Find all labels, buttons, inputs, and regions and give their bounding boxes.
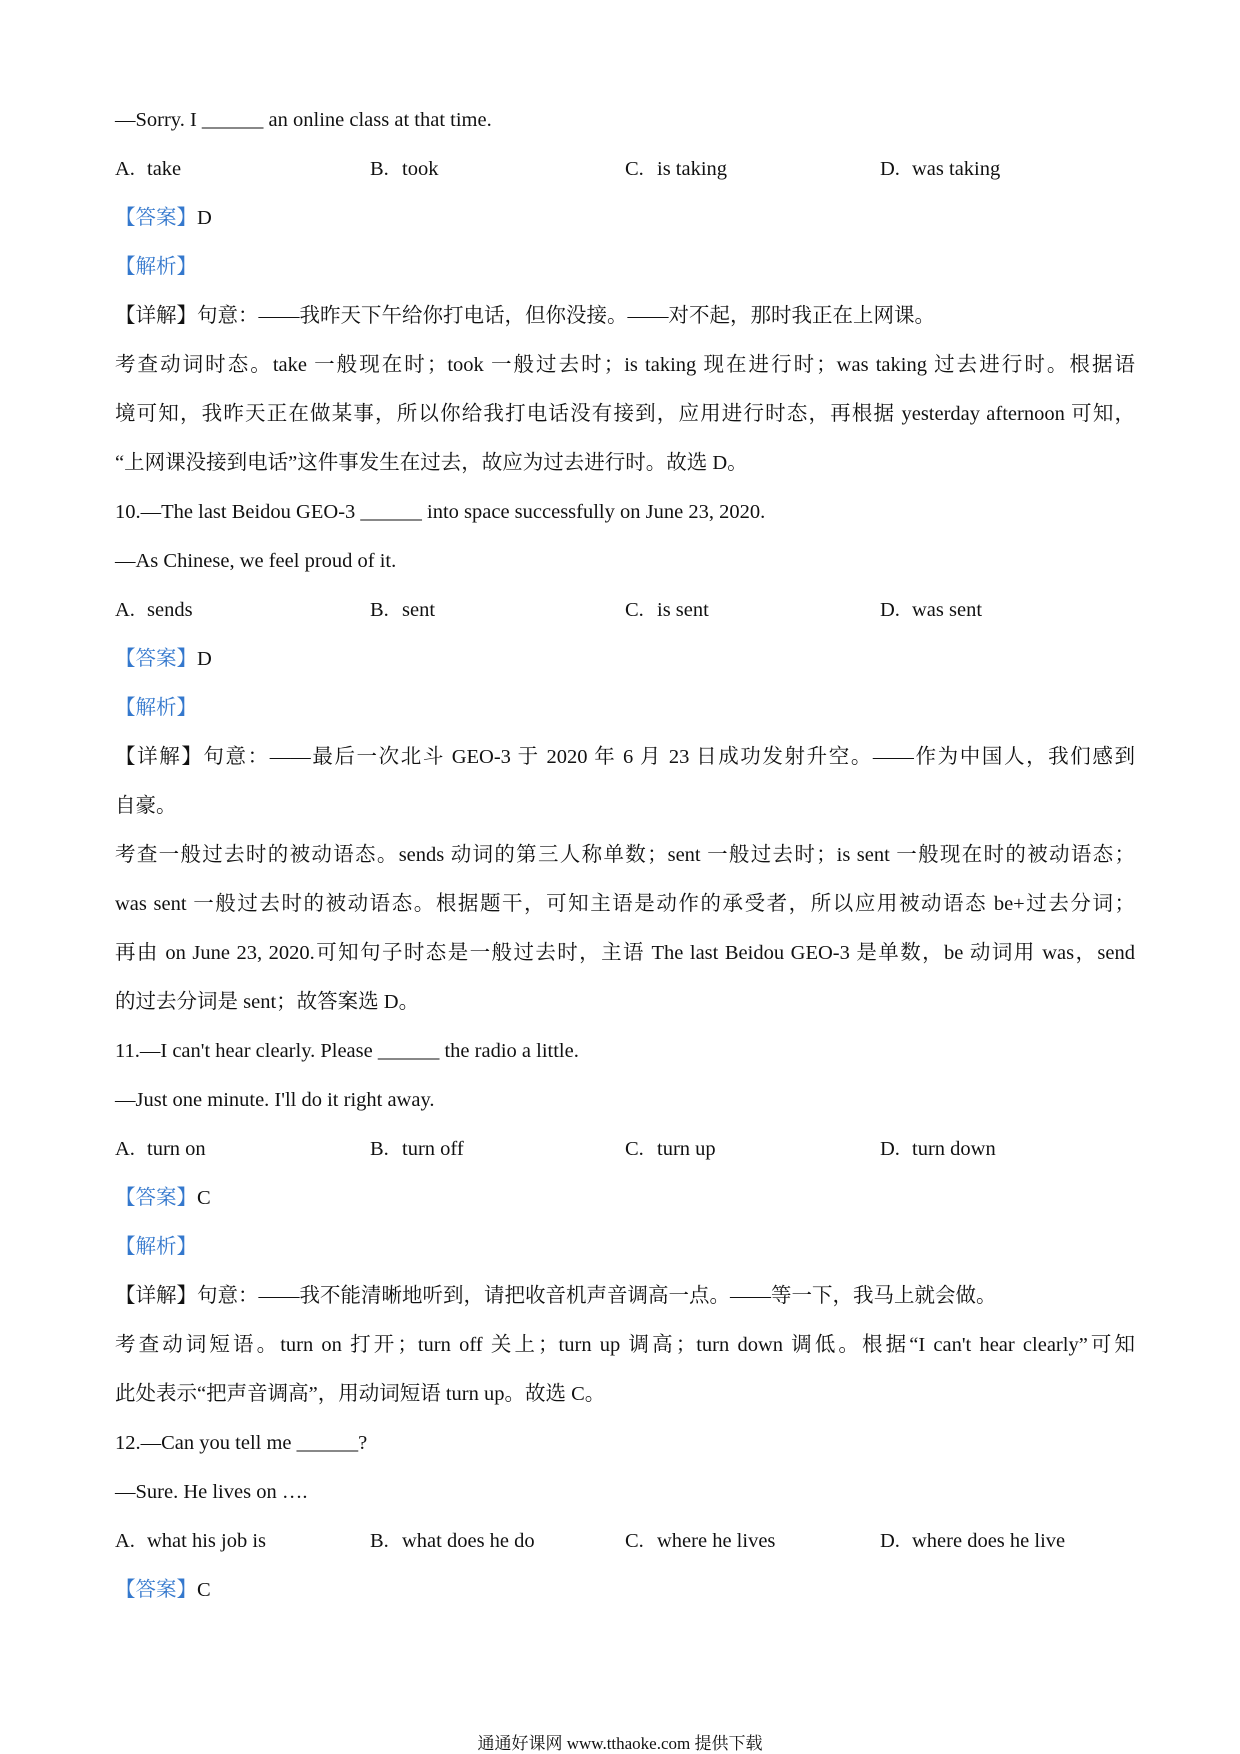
option-text: is taking bbox=[657, 158, 728, 180]
question-stem-line: —Sure. He lives on …. bbox=[115, 1481, 308, 1503]
question-10 bbox=[115, 488, 1135, 1027]
detail-line: 境可知，我昨天正在做某事，所以你给我打电话没有接到，应用进行时态，再根据 yesterday afternoon 可知， bbox=[115, 403, 1135, 425]
options-row bbox=[115, 586, 1135, 635]
answer-value: C bbox=[197, 1579, 211, 1601]
question-stem-line: 12.—Can you tell me ______? bbox=[115, 1432, 368, 1454]
answer-value: D bbox=[197, 648, 212, 670]
option-d bbox=[880, 1125, 1135, 1174]
option-text: take bbox=[147, 158, 182, 180]
question-12 bbox=[115, 1419, 1135, 1615]
option-text: what does he do bbox=[402, 1530, 535, 1552]
detail-text: 句意：——我昨天下午给你打电话，但你没接。——对不起，那时我正在上网课。 bbox=[197, 305, 935, 327]
option-b bbox=[370, 145, 625, 194]
option-b bbox=[370, 1517, 625, 1566]
option-letter: C. bbox=[625, 599, 644, 621]
detail-text: 句意：——最后一次北斗 GEO-3 于 2020 年 6 月 23 日成功发射升空。——作为中国人，我们感到 bbox=[203, 746, 1135, 768]
options-row bbox=[115, 1517, 1135, 1566]
options-row bbox=[115, 145, 1135, 194]
detail-line: was sent 一般过去时的被动语态。根据题干，可知主语是动作的承受者，所以应用被动语态 be+过去分词； bbox=[115, 893, 1135, 915]
question-stem-line: —Just one minute. I'll do it right away. bbox=[115, 1089, 435, 1111]
detail-text: 句意：——我不能清晰地听到，请把收音机声音调高一点。——等一下，我马上就会做。 bbox=[197, 1285, 997, 1307]
answer-line bbox=[115, 635, 1135, 684]
answer-line bbox=[115, 1566, 1135, 1615]
detail-line: “上网课没接到电话”这件事发生在过去，故应为过去进行时。故选 D。 bbox=[115, 452, 748, 474]
analysis-line bbox=[115, 243, 1135, 292]
detail-label: 【详解】 bbox=[115, 746, 204, 768]
option-letter: B. bbox=[370, 1138, 389, 1160]
detail-line bbox=[115, 733, 1135, 782]
detail-label: 【详解】 bbox=[115, 1285, 197, 1307]
page-content bbox=[115, 96, 1135, 1615]
option-b bbox=[370, 586, 625, 635]
analysis-label: 【解析】 bbox=[115, 1236, 197, 1258]
detail-line bbox=[115, 1272, 1135, 1321]
option-a bbox=[115, 1125, 370, 1174]
option-text: is sent bbox=[657, 599, 709, 621]
detail-line: 此处表示“把声音调高”，用动词短语 turn up。故选 C。 bbox=[115, 1383, 606, 1405]
option-text: turn up bbox=[657, 1138, 716, 1160]
question-11 bbox=[115, 1027, 1135, 1419]
answer-value: D bbox=[197, 207, 212, 229]
option-letter: C. bbox=[625, 1138, 644, 1160]
option-d bbox=[880, 586, 1135, 635]
answer-label: 【答案】 bbox=[115, 1579, 197, 1601]
option-text: where he lives bbox=[657, 1530, 776, 1552]
option-letter: C. bbox=[625, 158, 644, 180]
question-stem-line: —As Chinese, we feel proud of it. bbox=[115, 550, 397, 572]
question-stem-line: 11.—I can't hear clearly. Please ______ the radio a little. bbox=[115, 1040, 579, 1062]
analysis-line bbox=[115, 1223, 1135, 1272]
option-letter: A. bbox=[115, 158, 135, 180]
option-d bbox=[880, 145, 1135, 194]
detail-line bbox=[115, 292, 1135, 341]
option-b bbox=[370, 1125, 625, 1174]
analysis-label: 【解析】 bbox=[115, 697, 197, 719]
option-letter: D. bbox=[880, 599, 900, 621]
detail-line: 考查一般过去时的被动语态。sends 动词的第三人称单数；sent 一般过去时；is sent 一般现在时的被动语态； bbox=[115, 844, 1135, 866]
answer-line bbox=[115, 194, 1135, 243]
detail-line: 的过去分词是 sent；故答案选 D。 bbox=[115, 991, 420, 1013]
analysis-line bbox=[115, 684, 1135, 733]
option-c bbox=[625, 586, 880, 635]
option-text: was taking bbox=[912, 158, 1001, 180]
option-text: what his job is bbox=[147, 1530, 267, 1552]
option-text: was sent bbox=[912, 599, 983, 621]
option-letter: B. bbox=[370, 158, 389, 180]
analysis-label: 【解析】 bbox=[115, 256, 197, 278]
option-letter: D. bbox=[880, 1138, 900, 1160]
question-9-continued bbox=[115, 96, 1135, 488]
answer-label: 【答案】 bbox=[115, 648, 197, 670]
option-letter: A. bbox=[115, 1530, 135, 1552]
option-c bbox=[625, 145, 880, 194]
option-d bbox=[880, 1517, 1135, 1566]
answer-value: C bbox=[197, 1187, 211, 1209]
option-a bbox=[115, 145, 370, 194]
options-row bbox=[115, 1125, 1135, 1174]
option-c bbox=[625, 1125, 880, 1174]
option-letter: A. bbox=[115, 599, 135, 621]
option-text: turn down bbox=[912, 1138, 996, 1160]
option-text: took bbox=[402, 158, 439, 180]
answer-label: 【答案】 bbox=[115, 1187, 197, 1209]
option-text: where does he live bbox=[912, 1530, 1066, 1552]
option-letter: A. bbox=[115, 1138, 135, 1160]
option-letter: C. bbox=[625, 1530, 644, 1552]
option-letter: D. bbox=[880, 158, 900, 180]
answer-label: 【答案】 bbox=[115, 207, 197, 229]
question-stem-line: 10.—The last Beidou GEO-3 ______ into space successfully on June 23, 2020. bbox=[115, 501, 766, 523]
answer-line bbox=[115, 1174, 1135, 1223]
footer-text: 通通好课网 www.tthaoke.com 提供下载 bbox=[477, 1734, 763, 1753]
detail-label: 【详解】 bbox=[115, 305, 197, 327]
option-letter: B. bbox=[370, 1530, 389, 1552]
option-letter: B. bbox=[370, 599, 389, 621]
option-text: turn on bbox=[147, 1138, 206, 1160]
question-stem-line: —Sorry. I ______ an online class at that time. bbox=[115, 109, 492, 131]
option-text: sent bbox=[402, 599, 436, 621]
option-text: turn off bbox=[402, 1138, 464, 1160]
option-a bbox=[115, 586, 370, 635]
detail-line: 自豪。 bbox=[115, 795, 177, 817]
option-text: sends bbox=[147, 599, 193, 621]
detail-line: 考查动词时态。take 一般现在时；took 一般过去时；is taking 现在进行时；was taking 过去进行时。根据语 bbox=[115, 354, 1135, 376]
option-c bbox=[625, 1517, 880, 1566]
option-a bbox=[115, 1517, 370, 1566]
option-letter: D. bbox=[880, 1530, 900, 1552]
detail-line: 考查动词短语。turn on 打开；turn off 关上；turn up 调高；turn down 调低。根据“I can't hear clearly”可知 bbox=[115, 1334, 1135, 1356]
detail-line: 再由 on June 23, 2020.可知句子时态是一般过去时，主语 The last Beidou GEO-3 是单数，be 动词用 was，send bbox=[115, 942, 1135, 964]
